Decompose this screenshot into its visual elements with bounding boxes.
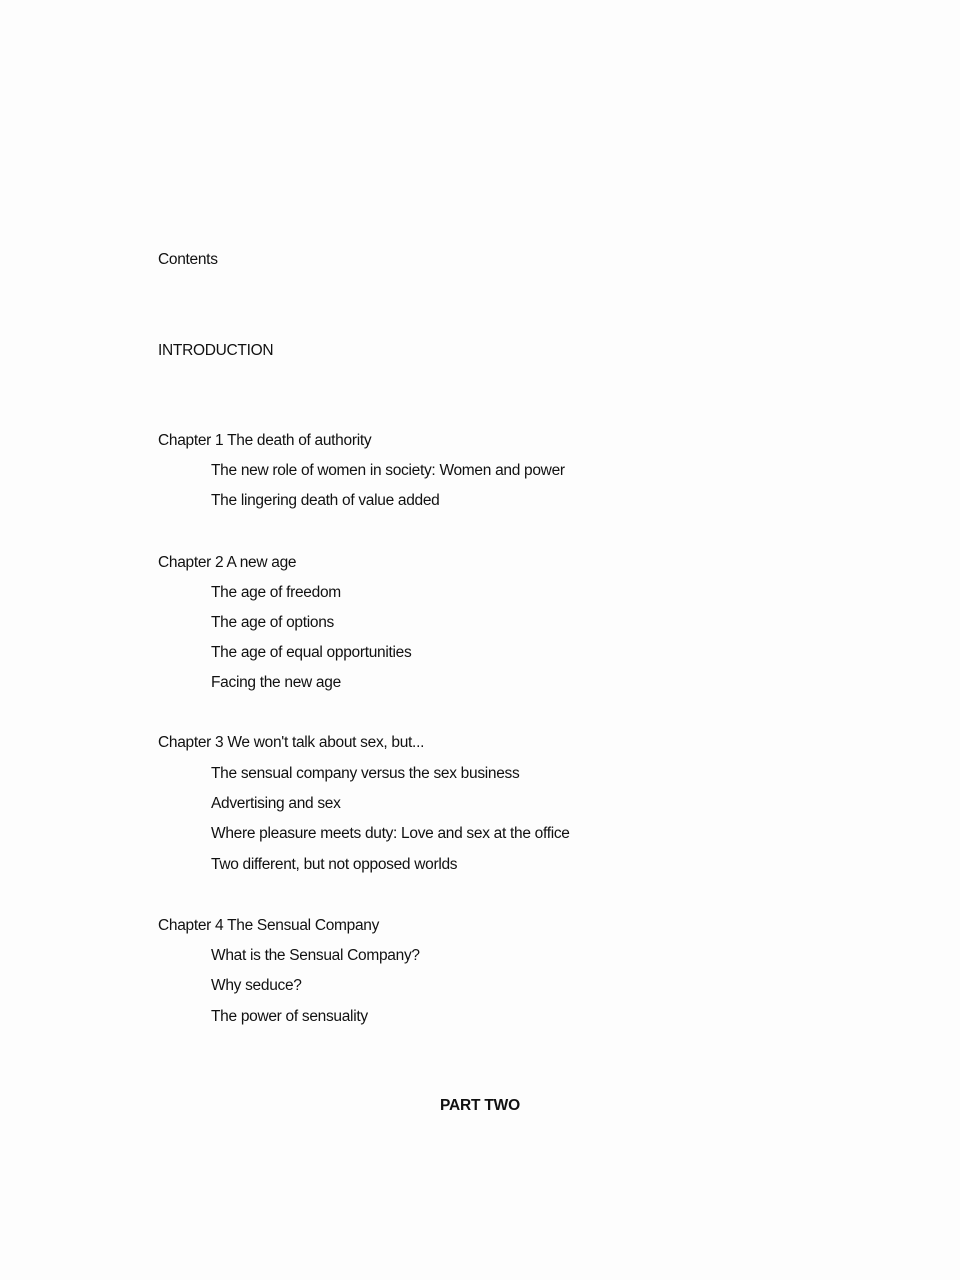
toc-section: Facing the new age [211,674,341,691]
contents-heading: Contents [158,251,218,268]
toc-section: The age of options [211,614,334,631]
toc-chapter-4: Chapter 4 The Sensual Company [158,917,380,934]
toc-section: The age of equal opportunities [211,644,412,661]
toc-section: What is the Sensual Company? [211,947,420,964]
toc-section: The new role of women in society: Women and power [211,462,565,479]
part-two-heading: PART TWO [440,1097,520,1114]
toc-entry-introduction: INTRODUCTION [158,342,274,359]
toc-chapter-1: Chapter 1 The death of authority [158,432,372,449]
toc-chapter-3: Chapter 3 We won't talk about sex, but... [158,734,425,751]
toc-section: The age of freedom [211,584,341,601]
toc-section: The power of sensuality [211,1008,368,1025]
toc-section: Advertising and sex [211,795,341,812]
toc-section: Where pleasure meets duty: Love and sex at the office [211,825,570,842]
toc-section: The lingering death of value added [211,492,440,509]
toc-chapter-2: Chapter 2 A new age [158,554,297,571]
toc-section: Why seduce? [211,977,302,994]
toc-section: The sensual company versus the sex business [211,765,520,782]
toc-section: Two different, but not opposed worlds [211,856,458,873]
